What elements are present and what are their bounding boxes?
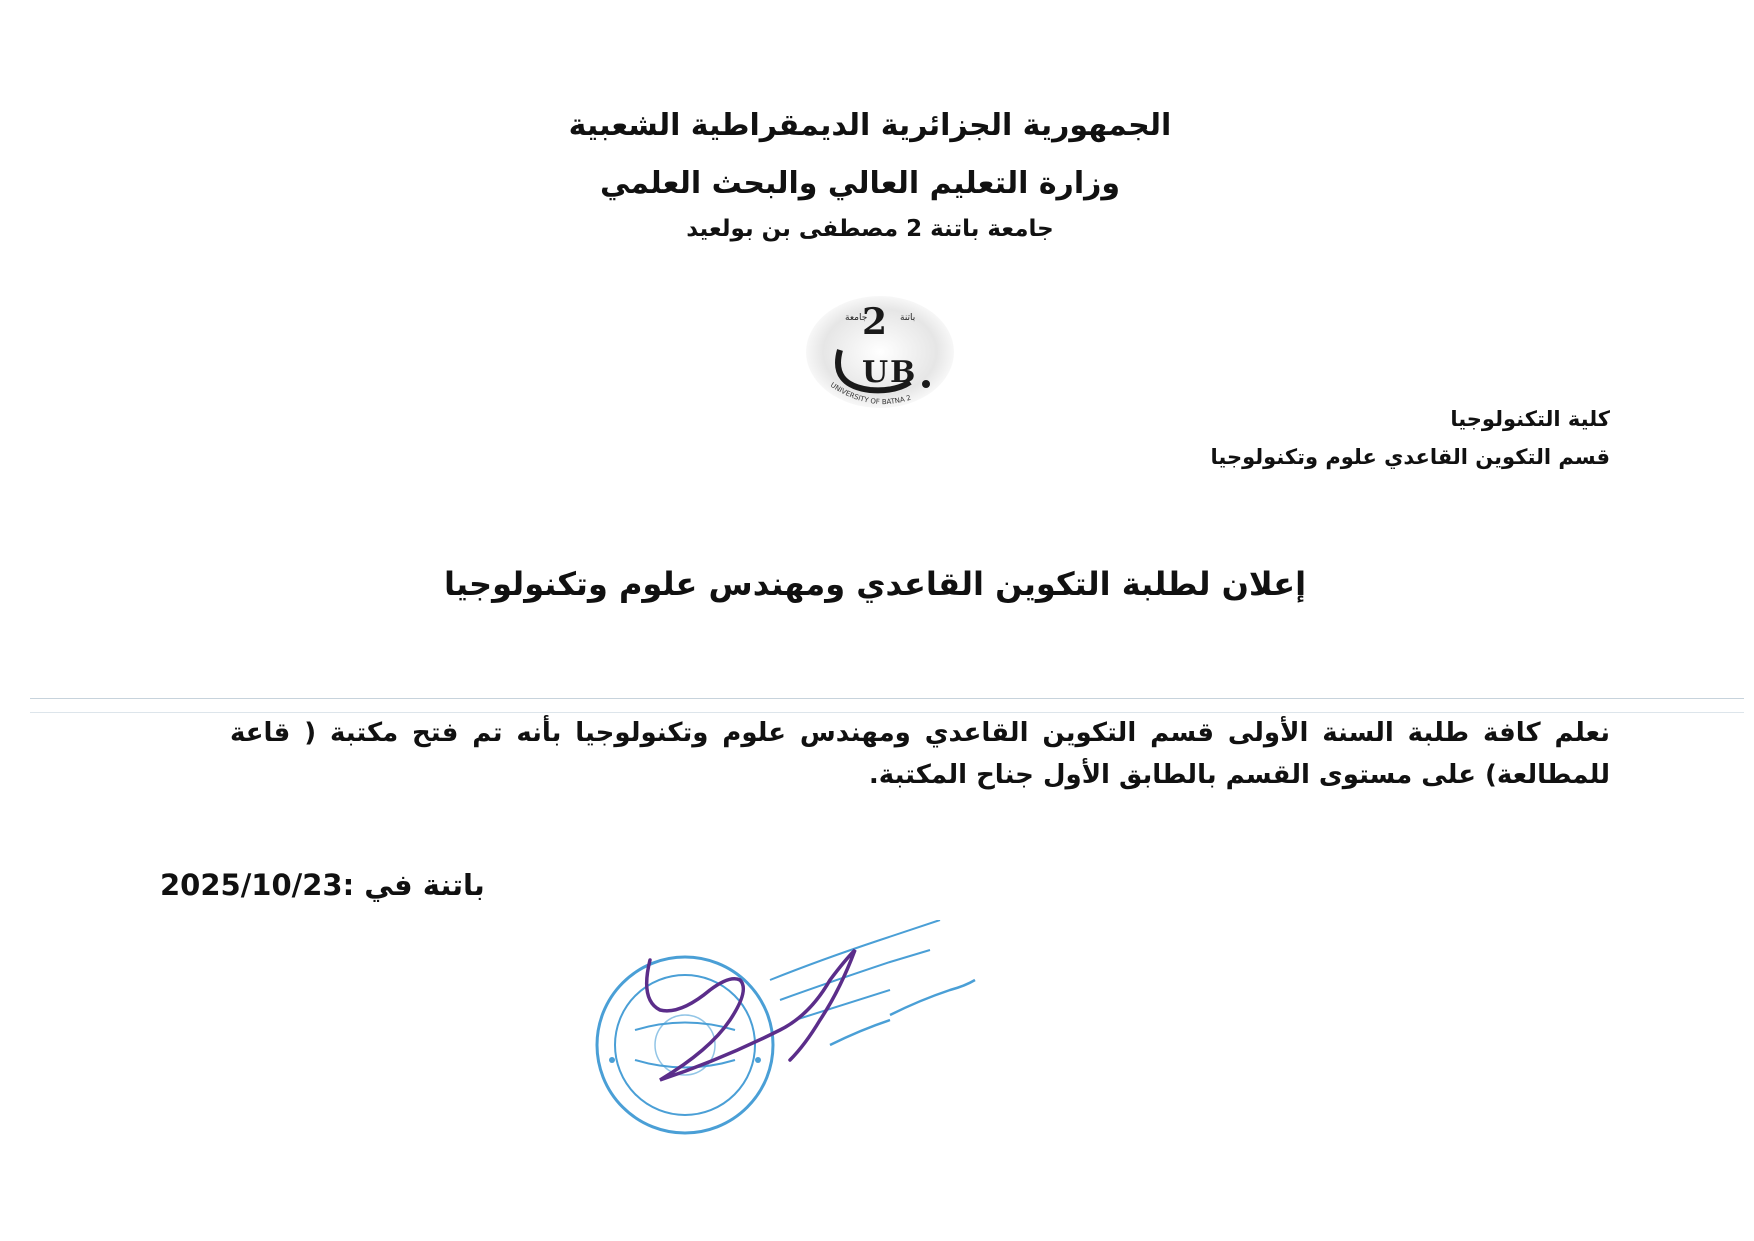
scan-line xyxy=(30,698,1744,699)
svg-text:U: U xyxy=(862,355,889,390)
svg-text:2: 2 xyxy=(862,301,888,343)
announcement-title: إعلان لطلبة التكوين القاعدي ومهندس علوم وتكنولوجيا xyxy=(443,565,1307,603)
svg-text:UNIVERSITY OF BATNA 2: UNIVERSITY OF BATNA 2 xyxy=(828,381,913,407)
date-line: باتنة في :2025/10/23 xyxy=(160,868,485,902)
university-name: جامعة باتنة 2 مصطفى بن بولعيد xyxy=(686,216,1054,242)
svg-text:جامعة: جامعة xyxy=(845,313,868,323)
signature-stamp-icon xyxy=(590,920,1020,1150)
university-logo-icon xyxy=(800,290,960,410)
announcement-body: نعلم كافة طلبة السنة الأولى قسم التكوين القاعدي ومهندس علوم وتكنولوجيا بأنه تم فتح مكتبة ( قاعة للمطالعة) على مستوى القسم بالطابق الأول جناح المكتبة. xyxy=(230,718,1610,790)
ministry-name: وزارة التعليم العالي والبحث العلمي xyxy=(599,166,1121,201)
svg-text:B: B xyxy=(890,355,916,390)
country-name: الجمهورية الجزائرية الديمقراطية الشعبية xyxy=(568,108,1172,143)
svg-text:باتنة: باتنة xyxy=(900,313,916,323)
faculty-name: كلية التكنولوجيا xyxy=(1450,407,1610,431)
department-name: قسم التكوين القاعدي علوم وتكنولوجيا xyxy=(1210,445,1610,469)
